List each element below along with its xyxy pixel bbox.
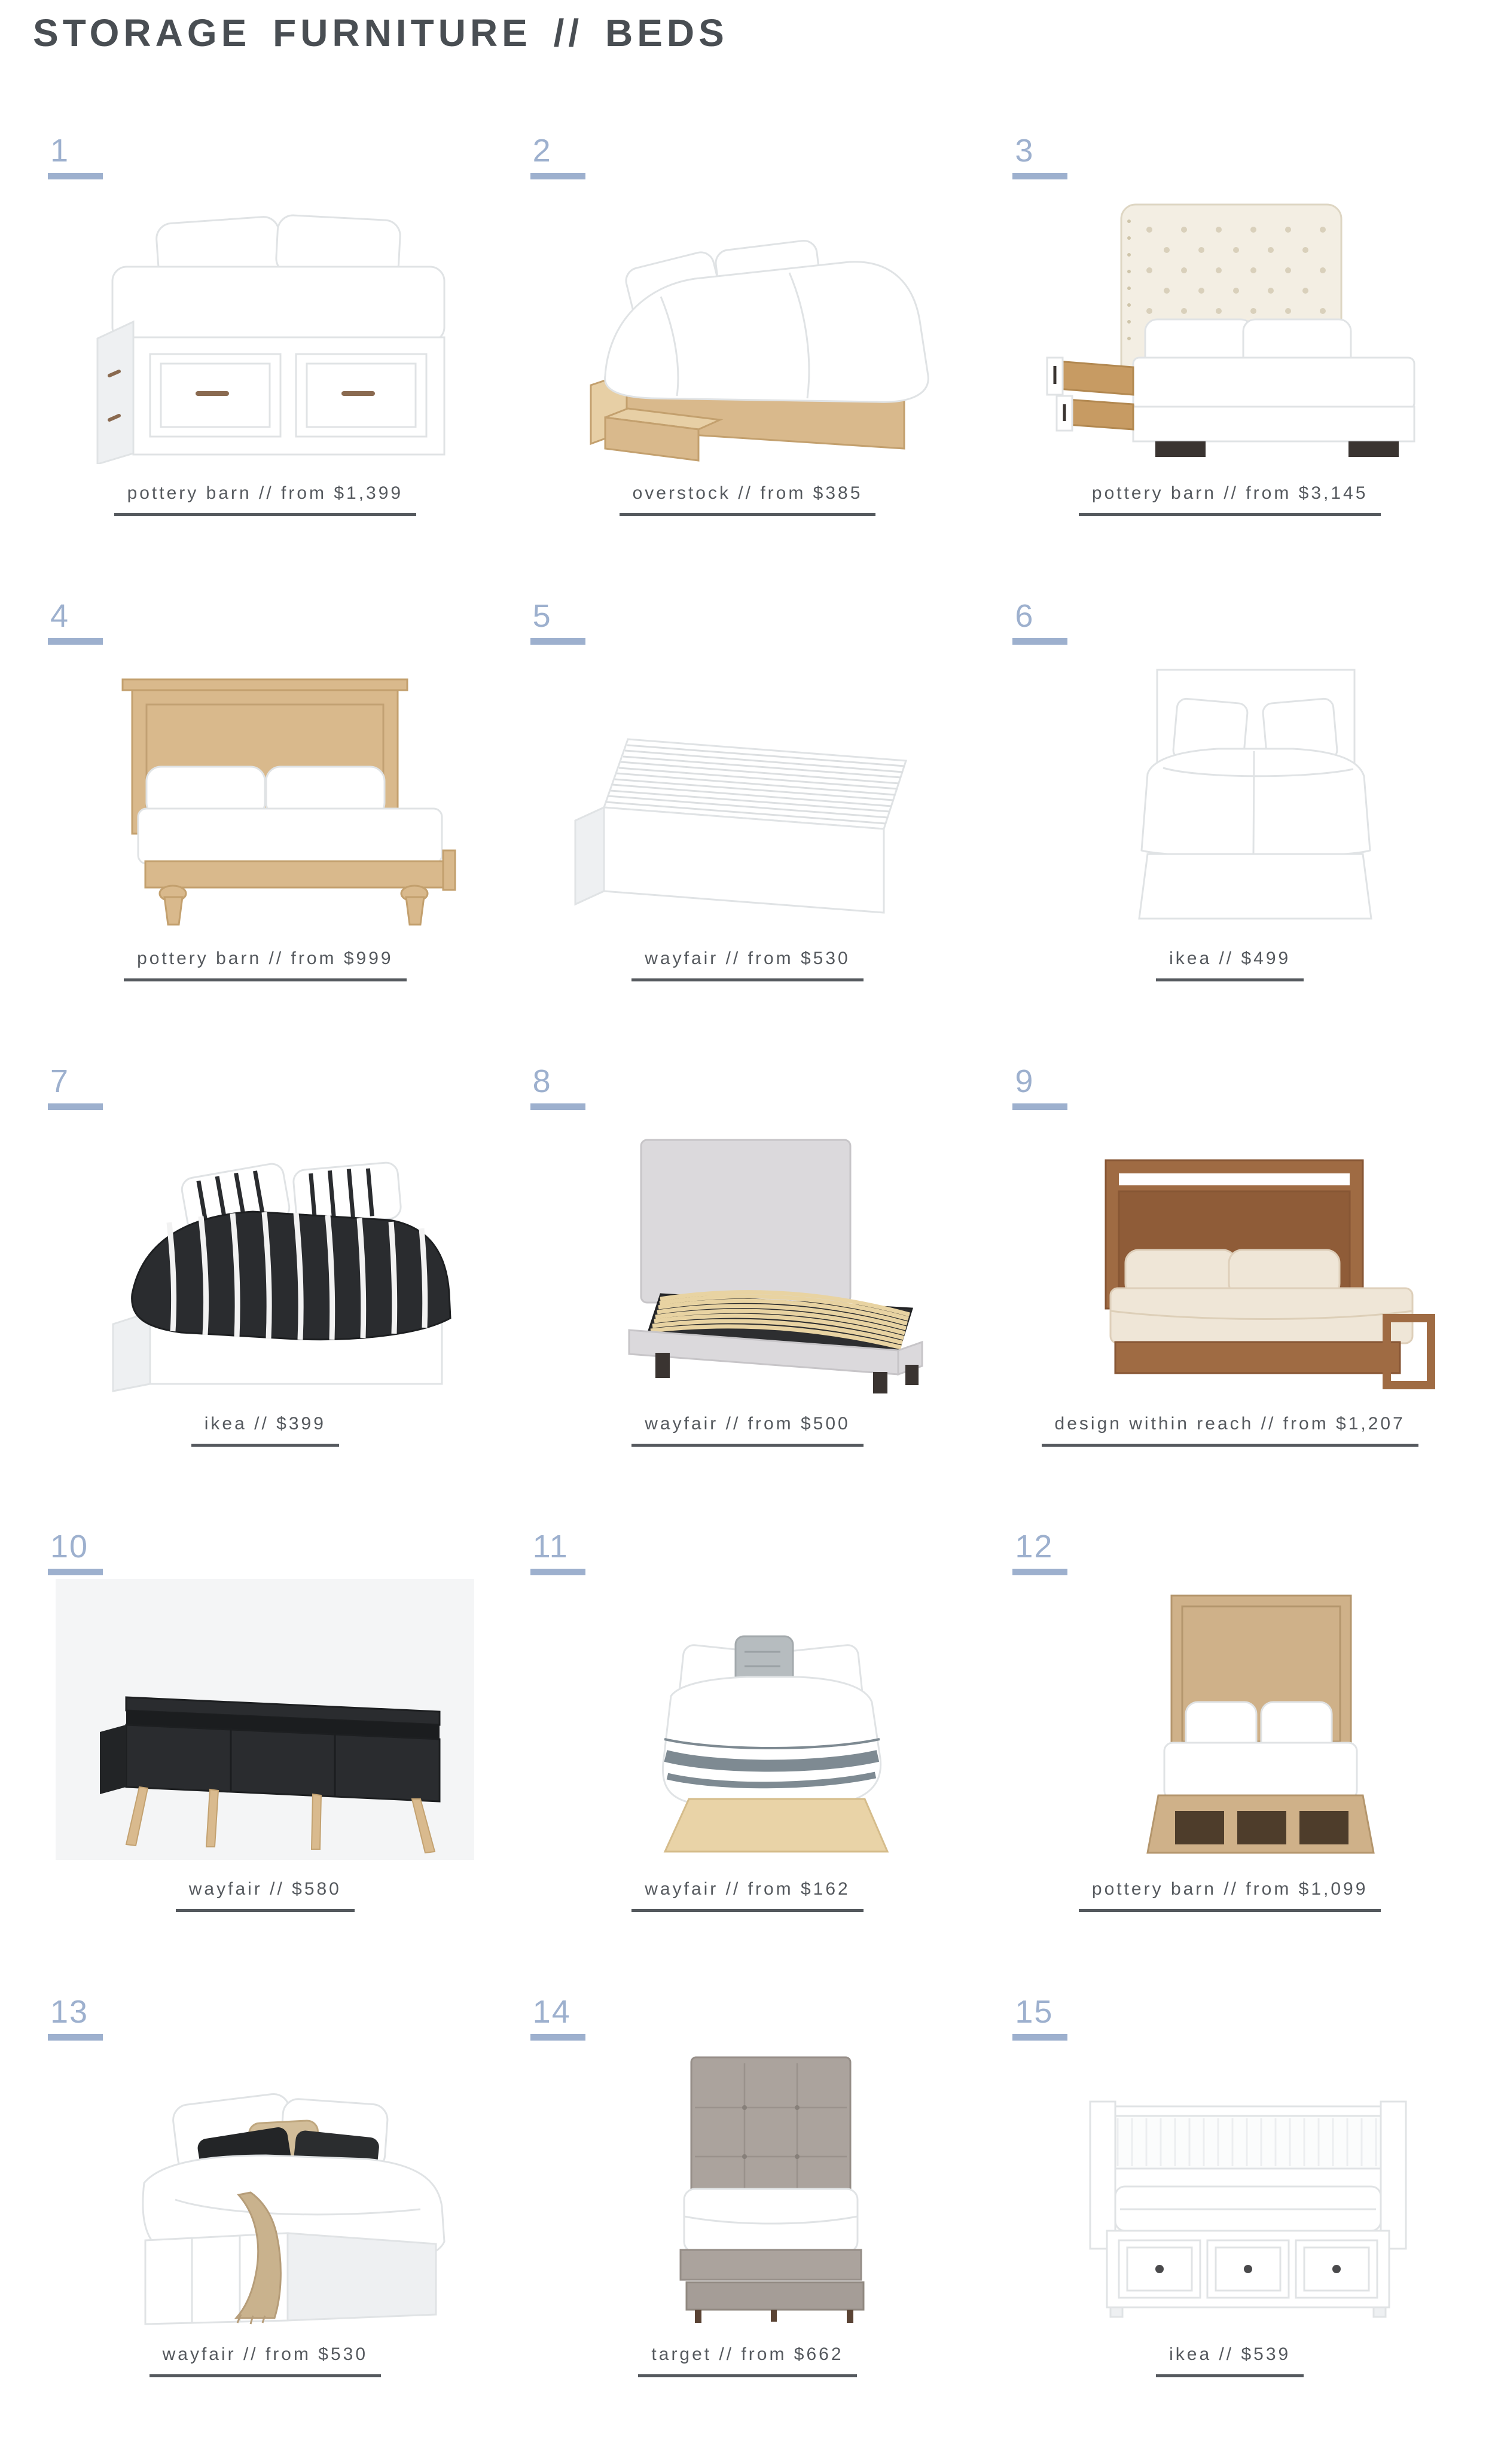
product-caption-link[interactable]: target // from $662: [638, 2344, 856, 2377]
product-image-link[interactable]: [524, 1114, 971, 1395]
bed-illustration-gray-trundle-bed: [538, 2044, 957, 2325]
bed-illustration-birch-platform-bed: [538, 1579, 957, 1860]
bed-illustration-walnut-bed: [1021, 1114, 1439, 1395]
product-number: 12: [1015, 1529, 1054, 1565]
bed-illustration-oak-storage-bed: [538, 183, 957, 464]
number-underline: [1012, 638, 1067, 645]
number-underline: [530, 1569, 585, 1575]
product-number: 13: [50, 1994, 89, 2030]
product-card-8: [507, 1065, 989, 1530]
product-image-link[interactable]: [42, 183, 489, 464]
product-card-1: [24, 135, 507, 600]
product-image-link[interactable]: [1006, 1579, 1453, 1860]
bed-illustration-slat-platform-bed: [538, 648, 957, 929]
product-caption-link[interactable]: ikea // $399: [191, 1414, 339, 1447]
product-card-12: [988, 1530, 1471, 1996]
number-underline: [1012, 2034, 1067, 2041]
product-image-link[interactable]: [1006, 183, 1453, 464]
product-number: 8: [532, 1063, 552, 1099]
product-card-13: [24, 1996, 507, 2461]
product-image-link[interactable]: [524, 183, 971, 464]
bed-illustration-cubby-platform-bed: [1021, 1579, 1439, 1860]
product-image-link[interactable]: [42, 648, 489, 929]
product-number: 14: [532, 1994, 571, 2030]
product-image-link[interactable]: [42, 2044, 489, 2325]
product-caption-link[interactable]: ikea // $499: [1156, 949, 1304, 981]
bed-illustration-tufted-storage-bed: [1021, 183, 1439, 464]
product-caption-link[interactable]: pottery barn // from $1,099: [1079, 1879, 1381, 1912]
page-title: STORAGE FURNITURE // BEDS: [33, 11, 728, 54]
bed-illustration-gray-upholstered-bed: [538, 1114, 957, 1395]
product-number: 7: [50, 1063, 70, 1099]
product-grid: [24, 135, 1471, 2461]
number-underline: [48, 638, 103, 645]
number-underline: [48, 2034, 103, 2041]
product-number: 5: [532, 598, 552, 634]
bed-illustration-white-bed-throw: [56, 2044, 474, 2325]
bed-illustration-striped-duvet-bed: [56, 1114, 474, 1395]
product-caption-link[interactable]: wayfair // from $500: [631, 1414, 863, 1447]
product-number: 4: [50, 598, 70, 634]
number-underline: [1012, 1103, 1067, 1110]
product-card-9: [988, 1065, 1471, 1530]
number-underline: [1012, 1569, 1067, 1575]
number-underline: [48, 1103, 103, 1110]
product-image-link[interactable]: [1006, 648, 1453, 929]
product-number: 10: [50, 1529, 89, 1565]
product-image-link[interactable]: [1006, 1114, 1453, 1395]
number-underline: [530, 1103, 585, 1110]
product-card-2: [507, 135, 989, 600]
product-card-5: [507, 600, 989, 1065]
product-card-11: [507, 1530, 989, 1996]
product-caption-link[interactable]: overstock // from $385: [620, 483, 876, 516]
product-image-link[interactable]: [524, 2044, 971, 2325]
number-underline: [48, 173, 103, 179]
product-card-6: [988, 600, 1471, 1065]
product-caption-link[interactable]: pottery barn // from $3,145: [1079, 483, 1381, 516]
product-card-10: [24, 1530, 507, 1996]
product-caption-link[interactable]: wayfair // from $162: [631, 1879, 863, 1912]
product-image-link[interactable]: [42, 1579, 489, 1860]
bed-illustration-wood-headboard-bed: [56, 648, 474, 929]
product-number: 2: [532, 133, 552, 169]
product-card-7: [24, 1065, 507, 1530]
product-image-link[interactable]: [1006, 2044, 1453, 2325]
product-caption-link[interactable]: wayfair // from $530: [631, 949, 863, 981]
number-underline: [48, 1569, 103, 1575]
number-underline: [530, 2034, 585, 2041]
bed-illustration-white-bed: [1021, 648, 1439, 929]
product-number: 3: [1015, 133, 1035, 169]
bed-illustration-white-daybed: [1021, 2044, 1439, 2325]
number-underline: [1012, 173, 1067, 179]
product-image-link[interactable]: [42, 1114, 489, 1395]
product-number: 1: [50, 133, 70, 169]
number-underline: [530, 173, 585, 179]
product-image-link[interactable]: [524, 1579, 971, 1860]
product-card-4: [24, 600, 507, 1065]
product-number: 9: [1015, 1063, 1035, 1099]
bed-illustration-black-bed-frame: [56, 1579, 474, 1860]
product-number: 11: [532, 1529, 569, 1565]
number-underline: [530, 638, 585, 645]
product-caption-link[interactable]: design within reach // from $1,207: [1042, 1414, 1418, 1447]
product-caption-link[interactable]: wayfair // $580: [176, 1879, 355, 1912]
product-image-link[interactable]: [524, 648, 971, 929]
product-caption-link[interactable]: ikea // $539: [1156, 2344, 1304, 2377]
product-caption-link[interactable]: pottery barn // from $999: [124, 949, 407, 981]
product-number: 6: [1015, 598, 1035, 634]
product-caption-link[interactable]: wayfair // from $530: [150, 2344, 381, 2377]
product-card-15: [988, 1996, 1471, 2461]
product-card-14: [507, 1996, 989, 2461]
product-caption-link[interactable]: pottery barn // from $1,399: [114, 483, 417, 516]
product-card-3: [988, 135, 1471, 600]
product-number: 15: [1015, 1994, 1054, 2030]
bed-illustration-white-storage-bed: [56, 183, 474, 464]
